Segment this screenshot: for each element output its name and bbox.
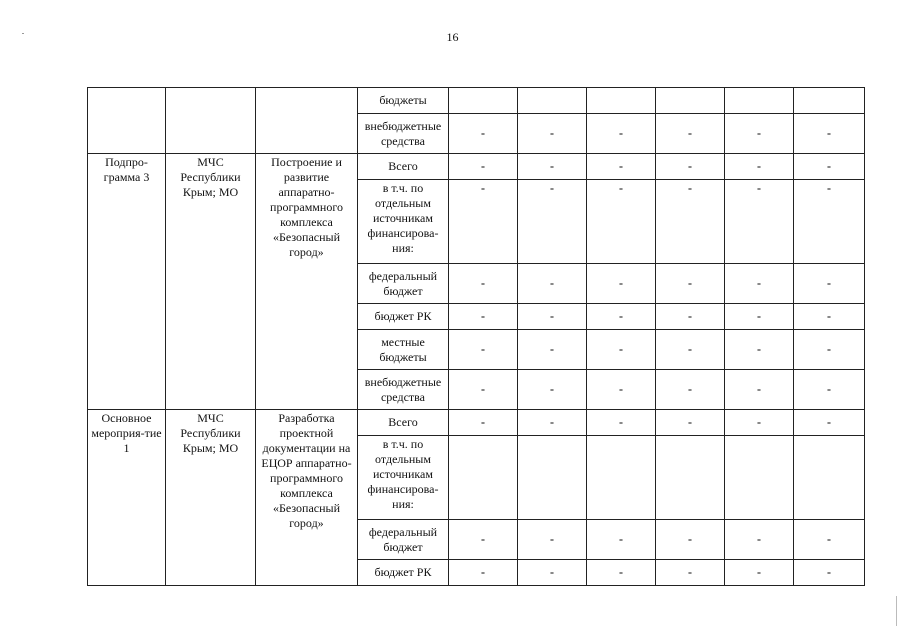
amount-cell: - (794, 410, 865, 436)
amount-cell: - (587, 370, 656, 410)
amount-cell: - (656, 264, 725, 304)
amount-cell: - (587, 114, 656, 154)
amount-cell: - (449, 304, 518, 330)
amount-cell: - (449, 330, 518, 370)
scan-edge-mark (896, 596, 897, 626)
amount-cell (449, 88, 518, 114)
amount-cell: - (656, 330, 725, 370)
amount-cell: - (449, 520, 518, 560)
page-number: 16 (446, 30, 459, 44)
amount-cell: - (587, 180, 656, 264)
funding-source-cell: Всего (358, 154, 449, 180)
amount-cell (725, 436, 794, 520)
funding-source-cell: бюджет РК (358, 304, 449, 330)
funding-source-cell: внебюджетные средства (358, 370, 449, 410)
amount-cell: - (587, 304, 656, 330)
financing-table (87, 87, 865, 586)
amount-cell: - (449, 264, 518, 304)
section-main-activity-1-row (88, 410, 865, 436)
program-cell: Основное мероприя-тие 1 (88, 410, 166, 586)
amount-cell: - (725, 410, 794, 436)
amount-cell: - (518, 330, 587, 370)
amount-cell: - (656, 410, 725, 436)
amount-cell: - (587, 520, 656, 560)
amount-cell: - (794, 370, 865, 410)
amount-cell: - (518, 520, 587, 560)
amount-cell: - (725, 560, 794, 586)
amount-cell: - (518, 304, 587, 330)
amount-cell: - (449, 370, 518, 410)
amount-cell (656, 436, 725, 520)
amount-cell: - (449, 114, 518, 154)
amount-cell: - (449, 410, 518, 436)
measure-cell (256, 88, 358, 154)
scan-speck (22, 33, 24, 34)
amount-cell: - (449, 180, 518, 264)
amount-cell: - (794, 264, 865, 304)
amount-cell (794, 88, 865, 114)
amount-cell: - (725, 154, 794, 180)
amount-cell: - (725, 114, 794, 154)
amount-cell: - (587, 264, 656, 304)
section-continued-row (88, 88, 865, 114)
amount-cell (449, 436, 518, 520)
amount-cell: - (518, 264, 587, 304)
amount-cell: - (794, 330, 865, 370)
funding-source-cell: внебюджетные средства (358, 114, 449, 154)
amount-cell: - (725, 304, 794, 330)
financing-table-body (88, 88, 865, 586)
amount-cell: - (656, 180, 725, 264)
funding-source-cell: бюджеты (358, 88, 449, 114)
section-subprogram-3-row (88, 154, 865, 180)
amount-cell: - (656, 114, 725, 154)
amount-cell: - (449, 154, 518, 180)
amount-cell: - (656, 304, 725, 330)
amount-cell: - (587, 154, 656, 180)
amount-cell: - (587, 560, 656, 586)
funding-source-cell: в т.ч. по отдельным источникам финансирова-ния: (358, 180, 449, 264)
program-cell (88, 88, 166, 154)
amount-cell (794, 436, 865, 520)
amount-cell: - (725, 180, 794, 264)
amount-cell: - (587, 410, 656, 436)
executor-cell: МЧС Республики Крым; МО (166, 154, 256, 410)
amount-cell (587, 88, 656, 114)
measure-cell: Построение и развитие аппаратно-программного комплекса «Безопасный город» (256, 154, 358, 410)
amount-cell: - (794, 560, 865, 586)
amount-cell: - (518, 114, 587, 154)
amount-cell: - (656, 370, 725, 410)
amount-cell: - (518, 370, 587, 410)
program-cell: Подпро-грамма 3 (88, 154, 166, 410)
funding-source-cell: федеральный бюджет (358, 264, 449, 304)
amount-cell: - (518, 410, 587, 436)
amount-cell: - (794, 180, 865, 264)
amount-cell: - (794, 154, 865, 180)
funding-source-cell: федеральный бюджет (358, 520, 449, 560)
amount-cell (656, 88, 725, 114)
amount-cell: - (725, 520, 794, 560)
amount-cell: - (725, 370, 794, 410)
amount-cell (587, 436, 656, 520)
funding-source-cell: Всего (358, 410, 449, 436)
amount-cell: - (587, 330, 656, 370)
funding-source-cell: в т.ч. по отдельным источникам финансирова-ния: (358, 436, 449, 520)
amount-cell: - (518, 154, 587, 180)
amount-cell: - (725, 264, 794, 304)
amount-cell: - (794, 520, 865, 560)
amount-cell: - (794, 304, 865, 330)
amount-cell: - (656, 520, 725, 560)
amount-cell (725, 88, 794, 114)
funding-source-cell: местные бюджеты (358, 330, 449, 370)
amount-cell (518, 88, 587, 114)
funding-source-cell: бюджет РК (358, 560, 449, 586)
amount-cell: - (725, 330, 794, 370)
amount-cell: - (449, 560, 518, 586)
amount-cell: - (518, 560, 587, 586)
executor-cell (166, 88, 256, 154)
amount-cell: - (656, 560, 725, 586)
amount-cell (518, 436, 587, 520)
amount-cell: - (656, 154, 725, 180)
amount-cell: - (794, 114, 865, 154)
measure-cell: Разработка проектной документации на ЕЦОР аппаратно-программного комплекса «Безопасный город» (256, 410, 358, 586)
amount-cell: - (518, 180, 587, 264)
executor-cell: МЧС Республики Крым; МО (166, 410, 256, 586)
